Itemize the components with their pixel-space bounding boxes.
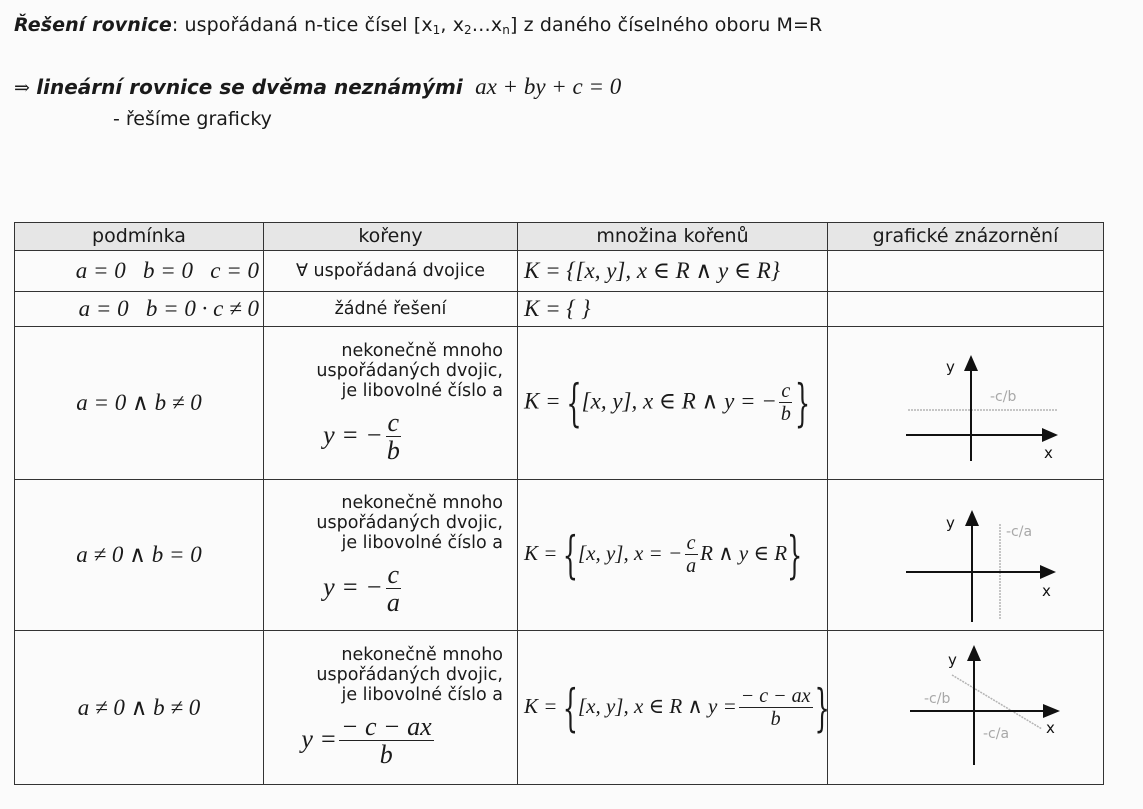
svg-text:x: x [1044, 444, 1053, 462]
subscript: 2 [464, 23, 472, 37]
set-body-tail: R ∧ y ∈ R [700, 540, 788, 565]
condition-cell: a = 0 ∧ b ≠ 0 [15, 327, 264, 480]
fraction [385, 409, 402, 466]
graph-cell [828, 480, 1104, 631]
svg-text:-c/a: -c/a [983, 725, 1010, 742]
vertical-line-graph-icon [828, 480, 1104, 630]
left-brace-icon: { [566, 373, 582, 433]
set-prefix: K = [524, 540, 563, 565]
table-row [15, 251, 1104, 292]
graph-cell [828, 631, 1104, 785]
definition-text: , x [440, 14, 465, 36]
denominator: a [686, 555, 697, 577]
roots-text-line: je libovolné číslo a [341, 532, 503, 553]
svg-text:-c/b: -c/b [990, 389, 1017, 405]
roots-formula [264, 561, 503, 618]
root-set-cell [518, 631, 828, 785]
table-row [15, 480, 1104, 631]
svg-text:y: y [948, 650, 957, 669]
root-set-cell [518, 327, 828, 480]
fraction [739, 686, 813, 730]
graph-cell-empty [828, 292, 1104, 327]
svg-text:x: x [1046, 718, 1055, 737]
graph-cell-empty [828, 251, 1104, 292]
svg-text:y: y [946, 514, 955, 532]
numerator: c [686, 532, 696, 554]
topic-line [14, 74, 621, 100]
definition-term: Řešení rovnice [14, 14, 172, 36]
set-body: [x, y], x ∈ R ∧ y = [577, 693, 737, 718]
denominator: b [386, 435, 400, 465]
roots-text-line: je libovolné číslo a [341, 380, 503, 401]
fraction [339, 713, 434, 770]
formula-lhs: y = − [323, 419, 383, 449]
formula-lhs: y = [301, 724, 337, 754]
roots-text-line: uspořádaných dvojic, [316, 512, 503, 533]
svg-text:y: y [946, 358, 955, 376]
set-body: [x, y], x ∈ R ∧ y = − [581, 388, 777, 414]
general-equation: ax + by + c = 0 [475, 74, 622, 99]
denominator: b [780, 403, 791, 425]
roots-cell: žádné řešení [264, 292, 518, 327]
numerator: c [387, 559, 400, 589]
numerator: c [781, 380, 791, 402]
numerator: − c − ax [740, 684, 811, 707]
set-prefix: K = [524, 388, 567, 414]
numerator: − c − ax [340, 712, 432, 742]
svg-text:-c/a: -c/a [1006, 524, 1033, 540]
table-row [15, 292, 1104, 327]
roots-text-line: nekonečně mnoho [341, 645, 503, 666]
denominator: a [386, 587, 400, 617]
roots-cell [264, 480, 518, 631]
roots-formula [264, 409, 503, 466]
set-prefix: K = [524, 693, 563, 718]
formula-lhs: y = − [323, 571, 383, 601]
denominator: b [379, 740, 393, 770]
table-header-row [15, 223, 1104, 251]
definition-text: ] z daného číselného oboru M=R [509, 14, 823, 36]
roots-text-line: nekonečně mnoho [341, 340, 503, 361]
right-brace-icon: } [787, 525, 803, 585]
denominator: b [770, 707, 781, 730]
roots-cell: ∀ uspořádaná dvojice [264, 251, 518, 292]
svg-text:x: x [1042, 582, 1051, 600]
left-brace-icon: { [562, 525, 578, 585]
right-brace-icon: } [814, 678, 830, 737]
table-row [15, 327, 1104, 480]
definition-text: : uspořádaná n-tice čísel [x [171, 14, 433, 36]
roots-formula [264, 713, 503, 770]
method-note: - řešíme graficky [113, 108, 272, 130]
condition-cell: a ≠ 0 ∧ b = 0 [15, 480, 264, 631]
column-header-roots: kořeny [264, 223, 518, 251]
root-set-cell [518, 480, 828, 631]
condition-cell: a = 0 b = 0 · c ≠ 0 [15, 292, 264, 327]
solutions-table [14, 222, 1104, 785]
implies-arrow-icon: ⇒ [14, 77, 30, 99]
roots-cell [264, 327, 518, 480]
numerator: c [387, 407, 400, 437]
roots-text-line: je libovolné číslo a [341, 685, 503, 706]
horizontal-line-graph-icon [828, 328, 1104, 478]
condition-cell: a = 0 b = 0 c = 0 [15, 251, 264, 292]
fraction [385, 561, 402, 618]
column-header-condition: podmínka [15, 223, 264, 251]
roots-text-line: uspořádaných dvojic, [316, 665, 503, 686]
svg-text:-c/b: -c/b [924, 690, 951, 707]
roots-text-line: uspořádaných dvojic, [316, 360, 503, 381]
definition-text: …x [471, 14, 503, 36]
roots-text-line: nekonečně mnoho [341, 492, 503, 513]
topic-title: lineární rovnice se dvěma neznámými [36, 75, 463, 99]
root-set-cell: K = { } [518, 292, 828, 327]
fraction [684, 533, 698, 577]
diagonal-line-graph-icon [828, 633, 1104, 783]
left-brace-icon: { [562, 678, 578, 737]
column-header-root-set: množina kořenů [518, 223, 828, 251]
root-set-cell: K = {[x, y], x ∈ R ∧ y ∈ R} [518, 251, 828, 292]
graph-cell [828, 327, 1104, 480]
subscript: n [502, 23, 510, 37]
right-brace-icon: } [794, 373, 811, 433]
set-body: [x, y], x = − [577, 540, 683, 565]
condition-cell: a ≠ 0 ∧ b ≠ 0 [15, 631, 264, 785]
fraction [779, 381, 793, 425]
roots-cell [264, 631, 518, 785]
subscript: 1 [432, 23, 441, 37]
table-row [15, 631, 1104, 785]
column-header-graph: grafické znázornění [828, 223, 1104, 251]
definition-line [14, 14, 822, 37]
